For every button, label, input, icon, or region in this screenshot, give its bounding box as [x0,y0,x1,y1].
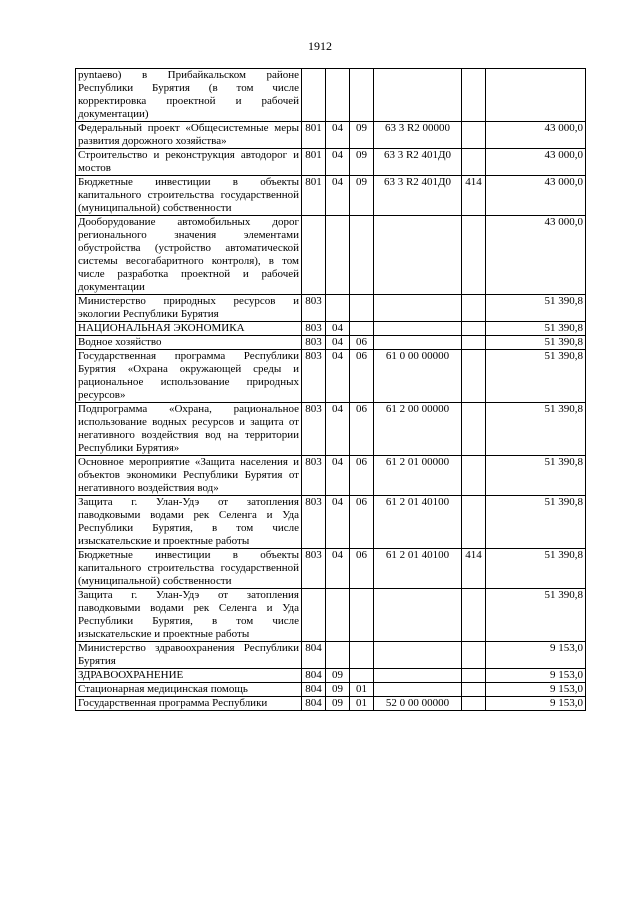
cell-cs: 61 2 01 40100 [374,496,462,549]
cell-rz [326,295,350,322]
cell-vr [462,216,486,295]
cell-rz: 04 [326,350,350,403]
cell-sum: 51 390,8 [486,403,586,456]
cell-ved: 801 [302,122,326,149]
cell-sum: 51 390,8 [486,336,586,350]
table-row [76,216,586,295]
cell-rz: 09 [326,669,350,683]
cell-name: Подпрограмма «Охрана, рациональное использование водных ресурсов и защита от негативного воздействия вод на территории Республики Бурятия» [76,403,302,456]
cell-ved: 801 [302,176,326,216]
cell-cs: 63 3 R2 401Д0 [374,149,462,176]
cell-rz: 09 [326,697,350,711]
cell-vr [462,295,486,322]
cell-vr [462,669,486,683]
cell-cs: 61 2 01 40100 [374,549,462,589]
cell-ved: 801 [302,149,326,176]
cell-name: Министерство природных ресурсов и экологии Республики Бурятия [76,295,302,322]
table-row [76,122,586,149]
cell-ved: 803 [302,350,326,403]
table-row [76,69,586,122]
budget-table-body [76,69,586,711]
cell-cs [374,336,462,350]
table-row [76,669,586,683]
cell-cs [374,322,462,336]
cell-cs [374,295,462,322]
cell-rz: 04 [326,336,350,350]
cell-ved: 803 [302,496,326,549]
cell-ved: 803 [302,322,326,336]
cell-rz [326,642,350,669]
cell-pr: 09 [350,176,374,216]
cell-pr: 06 [350,350,374,403]
cell-rz: 04 [326,403,350,456]
cell-ved: 803 [302,336,326,350]
cell-ved: 803 [302,456,326,496]
cell-name: НАЦИОНАЛЬНАЯ ЭКОНОМИКА [76,322,302,336]
cell-vr [462,149,486,176]
cell-sum: 51 390,8 [486,456,586,496]
cell-pr [350,669,374,683]
cell-sum: 51 390,8 [486,549,586,589]
cell-vr [462,456,486,496]
cell-cs [374,683,462,697]
cell-rz: 04 [326,496,350,549]
cell-rz: 04 [326,322,350,336]
cell-sum: 43 000,0 [486,216,586,295]
cell-pr [350,642,374,669]
table-row [76,589,586,642]
cell-cs: 52 0 00 00000 [374,697,462,711]
cell-sum: 9 153,0 [486,669,586,683]
cell-pr [350,322,374,336]
cell-ved: 803 [302,403,326,456]
table-row [76,336,586,350]
cell-cs [374,642,462,669]
cell-sum: 43 000,0 [486,176,586,216]
cell-name: Защита г. Улан-Удэ от затопления паводковыми водами рек Селенга и Уда Республики Бурятия, в том числе изыскательские и проектные работы [76,496,302,549]
cell-pr [350,589,374,642]
cell-vr [462,69,486,122]
cell-rz: 09 [326,683,350,697]
cell-name: Государственная программа Республики [76,697,302,711]
cell-ved: 804 [302,669,326,683]
cell-cs: 63 3 R2 401Д0 [374,176,462,216]
cell-name: Министерство здравоохранения Республики Бурятия [76,642,302,669]
cell-sum: 9 153,0 [486,697,586,711]
cell-vr [462,496,486,549]
cell-name: Дооборудование автомобильных дорог регионального значения элементами обустройства (устройство автоматической системы весогабаритного контроля), в том числе разработка проектной и рабочей документации [76,216,302,295]
cell-pr: 06 [350,336,374,350]
cell-rz: 04 [326,122,350,149]
cell-name: Водное хозяйство [76,336,302,350]
cell-pr: 01 [350,697,374,711]
cell-pr: 01 [350,683,374,697]
table-row [76,295,586,322]
cell-rz: 04 [326,549,350,589]
cell-vr [462,403,486,456]
cell-pr: 06 [350,456,374,496]
cell-cs [374,69,462,122]
cell-name: Бюджетные инвестиции в объекты капитального строительства государственной (муниципальной) собственности [76,549,302,589]
cell-rz [326,216,350,295]
cell-ved [302,216,326,295]
table-row [76,496,586,549]
table-row [76,642,586,669]
table-row [76,176,586,216]
cell-rz: 04 [326,149,350,176]
cell-cs: 61 0 00 00000 [374,350,462,403]
cell-rz [326,589,350,642]
cell-ved: 804 [302,642,326,669]
cell-ved: 804 [302,697,326,711]
cell-cs [374,589,462,642]
table-row [76,697,586,711]
cell-vr: 414 [462,549,486,589]
cell-sum: 51 390,8 [486,589,586,642]
table-row [76,683,586,697]
cell-sum: 51 390,8 [486,350,586,403]
cell-name: Защита г. Улан-Удэ от затопления паводковыми водами рек Селенга и Уда Республики Бурятия, в том числе изыскательские и проектные работы [76,589,302,642]
cell-vr [462,683,486,697]
cell-pr [350,69,374,122]
cell-vr [462,350,486,403]
cell-cs: 61 2 01 00000 [374,456,462,496]
cell-pr: 06 [350,496,374,549]
cell-rz [326,69,350,122]
table-row [76,403,586,456]
page-number: 1912 [308,39,332,53]
budget-table [75,68,586,711]
table-row [76,322,586,336]
cell-sum [486,69,586,122]
cell-vr [462,322,486,336]
cell-ved: 803 [302,295,326,322]
cell-cs [374,216,462,295]
table-row [76,350,586,403]
cell-sum: 9 153,0 [486,642,586,669]
cell-vr [462,589,486,642]
cell-name: Стационарная медицинская помощь [76,683,302,697]
cell-sum: 43 000,0 [486,122,586,149]
cell-name: Бюджетные инвестиции в объекты капитального строительства государственной (муниципальной) собственности [76,176,302,216]
cell-sum: 9 153,0 [486,683,586,697]
cell-ved: 803 [302,549,326,589]
cell-sum: 51 390,8 [486,496,586,549]
cell-vr [462,336,486,350]
cell-vr [462,122,486,149]
cell-name: ЗДРАВООХРАНЕНИЕ [76,669,302,683]
cell-name: Строительство и реконструкция автодорог и мостов [76,149,302,176]
cell-name: Государственная программа Республики Бурятия «Охрана окружающей среды и рациональное использование природных ресурсов» [76,350,302,403]
cell-sum: 51 390,8 [486,322,586,336]
cell-pr: 09 [350,122,374,149]
cell-name: Основное мероприятие «Защита населения и объектов экономики Республики Бурятия от негативного воздействия вод» [76,456,302,496]
cell-name: Федеральный проект «Общесистемные меры развития дорожного хозяйства» [76,122,302,149]
cell-pr [350,216,374,295]
cell-vr [462,697,486,711]
cell-rz: 04 [326,456,350,496]
cell-cs: 61 2 00 00000 [374,403,462,456]
cell-cs: 63 3 R2 00000 [374,122,462,149]
cell-vr: 414 [462,176,486,216]
cell-ved: 804 [302,683,326,697]
cell-sum: 51 390,8 [486,295,586,322]
cell-pr: 06 [350,403,374,456]
table-row [76,549,586,589]
cell-vr [462,642,486,669]
cell-ved [302,589,326,642]
cell-pr [350,295,374,322]
cell-cs [374,669,462,683]
cell-rz: 04 [326,176,350,216]
table-row [76,456,586,496]
cell-name: руntaeво) в Прибайкальском районе Республики Бурятия (в том числе корректировка проектной и рабочей документации) [76,69,302,122]
cell-ved [302,69,326,122]
table-row [76,149,586,176]
cell-sum: 43 000,0 [486,149,586,176]
cell-pr: 06 [350,549,374,589]
cell-pr: 09 [350,149,374,176]
